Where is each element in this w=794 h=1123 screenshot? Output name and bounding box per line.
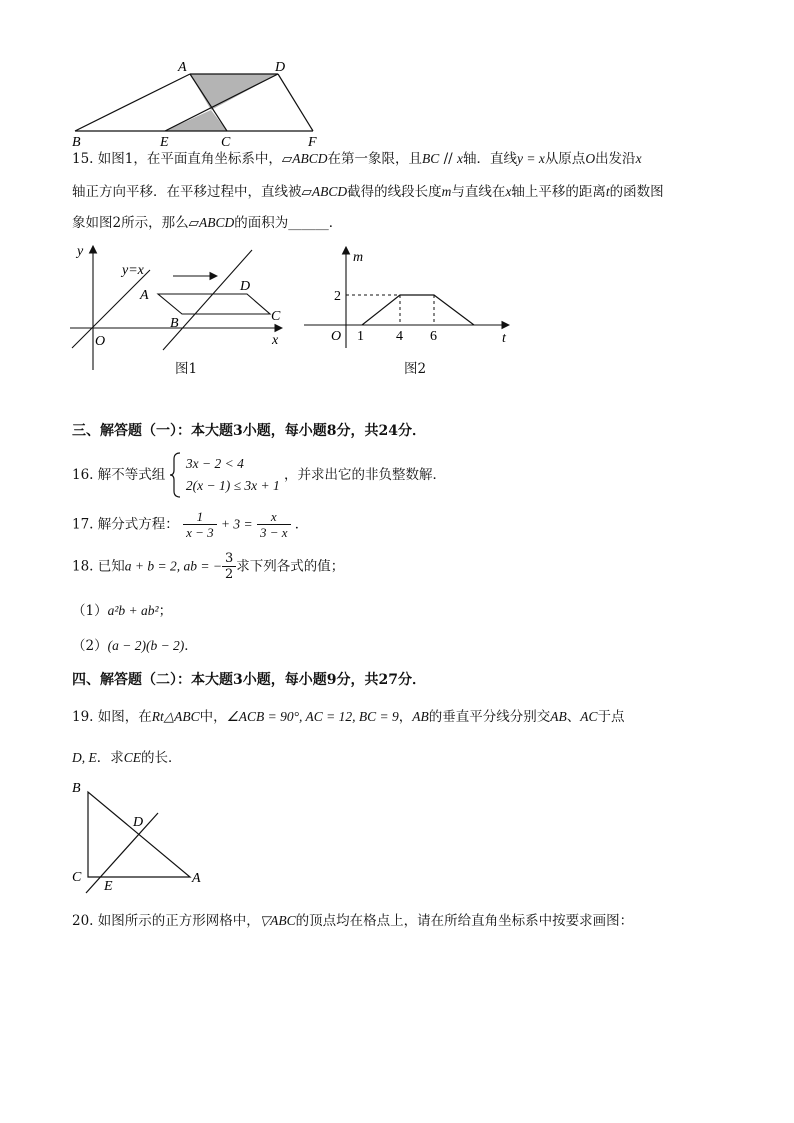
answer-blank[interactable]: ______: [288, 215, 329, 231]
label-b: B: [170, 316, 179, 331]
label-t: t: [502, 331, 506, 346]
q15-line1: 15. 如图1，在平面直角坐标系中，▱ABCD在第一象限，且BC // x轴．直线y = x从原点O出发沿x: [72, 151, 642, 167]
inequality-2: 2(x − 1) ≤ 3x + 1: [185, 478, 280, 493]
label-c: C: [72, 870, 82, 885]
q15-figure2: [296, 240, 526, 350]
fraction-2: $\frac{x}{3 - x}$: [257, 509, 291, 540]
fig1-caption: 图1: [175, 361, 198, 377]
q18-part1: （1）a²b + ab²；: [72, 603, 173, 619]
q15-line2: 轴正方向平移．在平移过程中，直线被▱ABCD截得的线段长度m与直线在x轴上平移的距离t的函数图: [72, 184, 664, 200]
inequality-system: [170, 451, 280, 499]
q19-line1: 19. 如图，在Rt△ABC中，∠ACB = 90°, AC = 12, BC = 9，AB的垂直平分线分别交AB、AC于点: [72, 709, 625, 725]
q20: 20. 如图所示的正方形网格中，▽ABC的顶点均在格点上，请在所给直角坐标系中按要求画图：: [72, 913, 634, 929]
perpendicular-bisector: [86, 813, 158, 893]
q14-figure: [60, 55, 340, 150]
fraction-3-2: $\frac{3}{2}$: [222, 551, 236, 582]
q16: 16. 解不等式组 3x − 2 < 4 2(x − 1) ≤ 3x + 1 ，并求出它的非负整数解．: [72, 451, 446, 499]
q17: 17. 解分式方程： $\frac{1}{x - 3}$ + 3 = $\frac{x}{3 - x}$ ．: [72, 509, 309, 540]
q19-line2: D, E．求CE的长．: [72, 750, 182, 766]
function-graph: [362, 295, 474, 325]
label-d: D: [133, 815, 144, 830]
tick-6: 6: [430, 329, 437, 344]
label-o: O: [95, 334, 106, 349]
shaded-region-upper: [190, 74, 278, 110]
label-e: E: [160, 135, 169, 150]
label-y: y: [77, 244, 84, 259]
label-c: C: [271, 309, 281, 324]
label-a: A: [140, 288, 149, 303]
shaded-region-lower: [165, 110, 227, 131]
q18-part2: （2）(a − 2)(b − 2)．: [72, 638, 198, 654]
label-a: A: [178, 60, 187, 75]
label-f: F: [308, 135, 317, 150]
label-x: x: [272, 333, 279, 348]
label-m: m: [353, 250, 364, 265]
inequality-1: 3x − 2 < 4: [185, 456, 244, 471]
tick-4: 4: [396, 329, 403, 344]
label-line: y=x: [122, 263, 144, 278]
label-c: C: [221, 135, 231, 150]
q19-figure: [66, 775, 216, 895]
label-a: A: [192, 871, 201, 886]
line-y-eq-x: [72, 270, 150, 348]
fig2-caption: 图2: [404, 361, 427, 377]
parallelogram-abcd: [158, 294, 270, 314]
label-b: B: [72, 781, 81, 796]
label-e: E: [104, 879, 113, 894]
q15-line3: 象如图2所示，那么▱ABCD的面积为______．: [72, 215, 343, 231]
segment-df: [278, 74, 313, 131]
fraction-1: $\frac{1}{x - 3}$: [183, 509, 217, 540]
label-d: D: [240, 279, 251, 294]
label-d: D: [275, 60, 286, 75]
tick-1: 1: [357, 329, 364, 344]
section3-title: 三、解答题（一）：本大题3小题，每小题8分，共24分．: [72, 423, 426, 439]
segment-ab: [75, 74, 190, 131]
label-b: B: [72, 135, 81, 150]
shifted-line: [163, 250, 252, 350]
label-o: O: [331, 329, 342, 344]
section4-title: 四、解答题（二）：本大题3小题，每小题9分，共27分．: [72, 672, 426, 688]
label-2: 2: [334, 289, 341, 304]
q18: 18. 已知a + b = 2, ab = − $\frac{3}{2}$ 求下列各式的值；: [72, 551, 345, 582]
